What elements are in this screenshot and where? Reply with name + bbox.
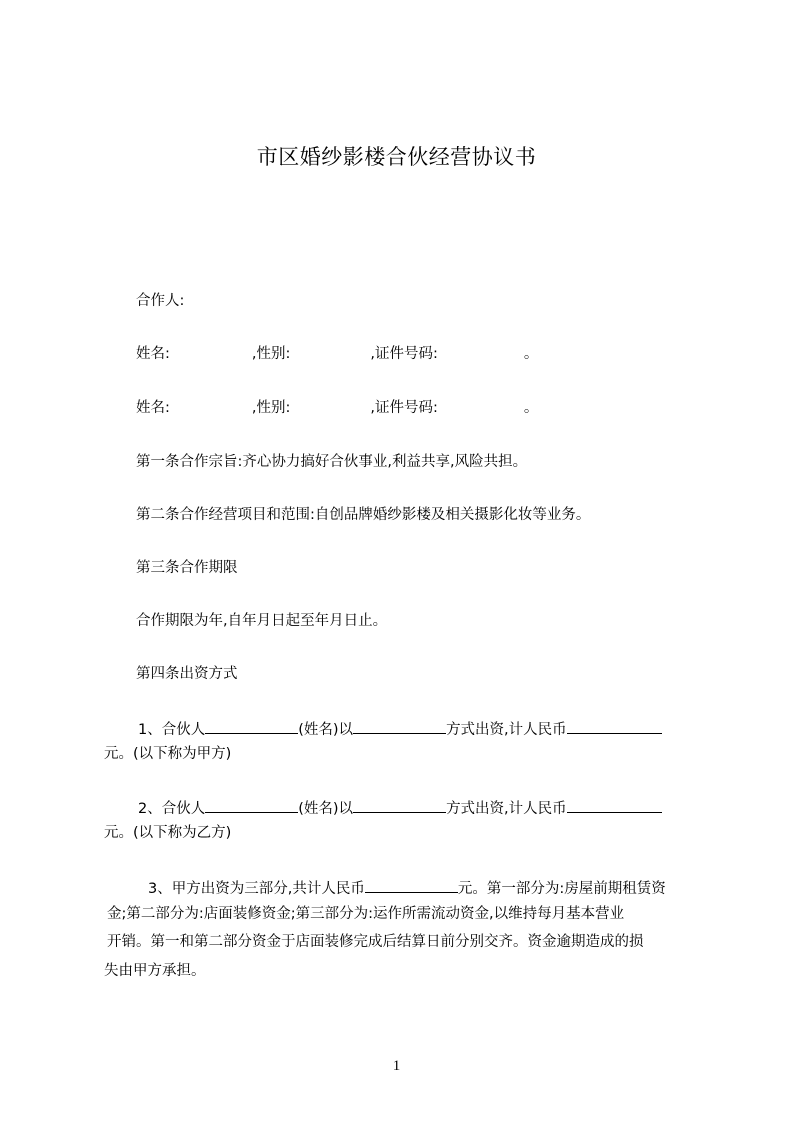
partners-label: 合作人: [136, 293, 185, 309]
item-3-prefix: 3、甲方出资为三部分,共计人民币 [148, 881, 365, 897]
item-2-name-note: (姓名)以 [298, 801, 354, 817]
gender-label: ,性别: [251, 400, 291, 416]
item-3-line-2: 金;第二部分为:店面装修资金;第三部分为:运作所需流动资金,以维持每月基本营业 [107, 906, 625, 922]
name-label: 姓名: [136, 346, 170, 362]
article-3-heading: 第三条合作期限 [136, 560, 238, 576]
article-2: 第二条合作经营项目和范围:自创品牌婚纱影楼及相关摄影化妆等业务。 [136, 507, 591, 523]
item-1-method: 方式出资,计人民币 [446, 722, 567, 738]
blank-field [567, 797, 662, 813]
item-3-suffix: 元。第一部分为:房屋前期租赁资 [457, 881, 666, 897]
blank-field [205, 718, 298, 734]
blank-field [365, 877, 458, 893]
id-label: ,证件号码: [370, 346, 438, 362]
item-1-line [138, 718, 662, 740]
article-3-body: 合作期限为年,自年月日起至年月日止。 [136, 613, 388, 629]
end-mark: 。 [523, 400, 539, 416]
page-number: 1 [392, 1058, 401, 1074]
blank-field [353, 718, 446, 734]
article-1: 第一条合作宗旨:齐心协力搞好合伙事业,利益共享,风险共担。 [136, 454, 528, 470]
item-3-line-4: 失由甲方承担。 [104, 963, 206, 979]
item-1-continuation: 元。(以下称为甲方) [104, 746, 232, 762]
item-1-name-note: (姓名)以 [298, 722, 354, 738]
blank-field [353, 797, 446, 813]
item-2-line [138, 797, 662, 819]
item-1-prefix: 1、合伙人 [138, 722, 206, 738]
name-label: 姓名: [136, 400, 170, 416]
blank-field [567, 718, 662, 734]
party-line-2 [136, 398, 538, 418]
item-3-line-3: 开销。第一和第二部分资金于店面装修完成后结算日前分别交齐。资金逾期造成的损 [107, 934, 644, 950]
end-mark: 。 [523, 346, 539, 362]
page-title: 市区婚纱影楼合伙经营协议书 [256, 145, 537, 169]
item-3-line-1 [148, 877, 666, 899]
item-2-prefix: 2、合伙人 [138, 801, 206, 817]
article-4-heading: 第四条出资方式 [136, 666, 238, 682]
item-2-method: 方式出资,计人民币 [446, 801, 567, 817]
gender-label: ,性别: [251, 346, 291, 362]
party-line-1 [136, 344, 538, 364]
id-label: ,证件号码: [370, 400, 438, 416]
blank-field [205, 797, 298, 813]
item-2-continuation: 元。(以下称为乙方) [104, 825, 232, 841]
